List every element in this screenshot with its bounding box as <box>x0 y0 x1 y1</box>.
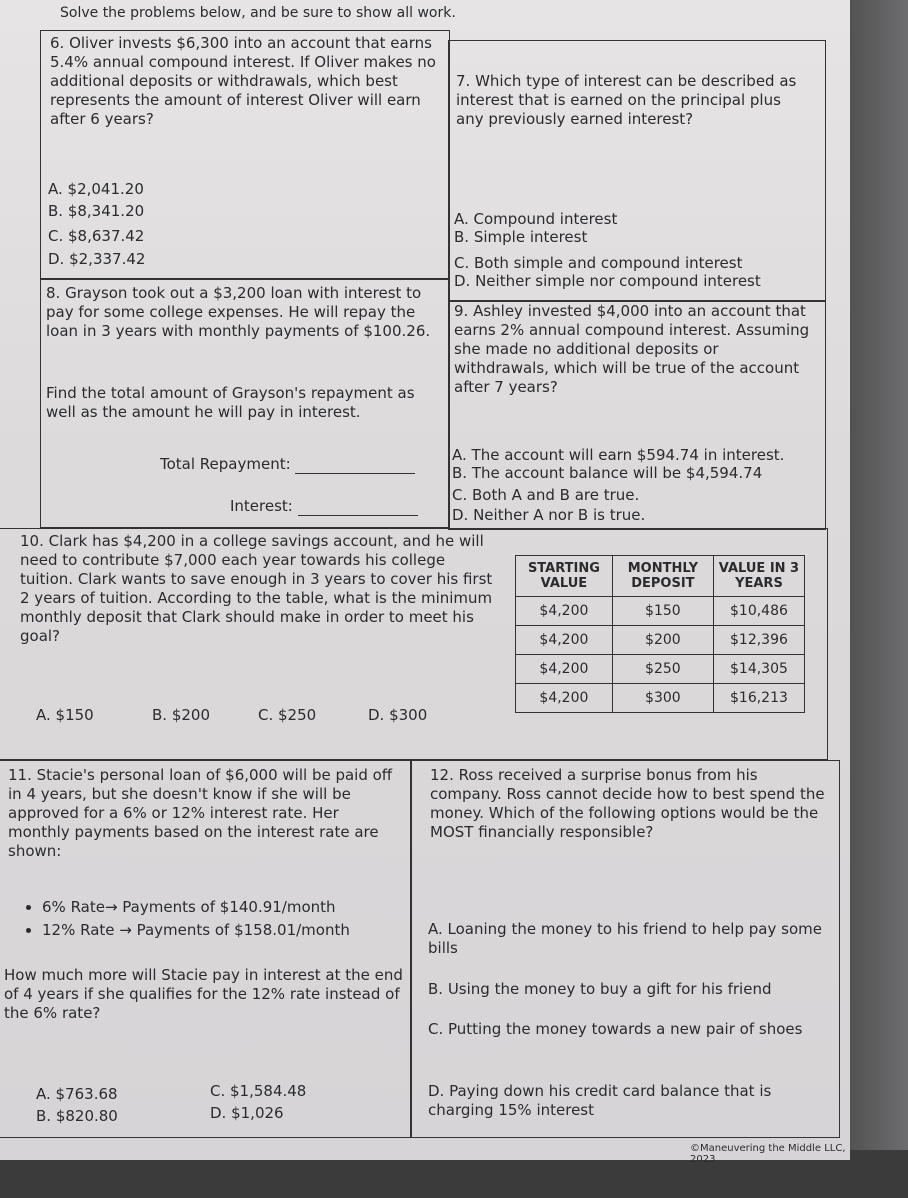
q10-option-d: D. $300 <box>368 706 428 724</box>
q8-interest-answer-line[interactable] <box>298 501 418 516</box>
table-cell: $200 <box>612 626 713 655</box>
q8-total-answer-line[interactable] <box>295 459 415 474</box>
table-row <box>516 626 805 655</box>
table-row <box>516 597 805 626</box>
q11-option-d: D. $1,026 <box>210 1104 284 1122</box>
table-cell: $4,200 <box>516 597 613 626</box>
q9-option-a: A. The account will earn $594.74 in interest. <box>452 446 785 464</box>
q7-option-d: D. Neither simple nor compound interest <box>454 272 761 290</box>
q8-total-label: Total Repayment: <box>160 455 291 473</box>
q9-text: 9. Ashley invested $4,000 into an account that earns 2% annual compound interest. Assuming she made no additional deposits or withdrawals, which will be true of the account after 7 years? <box>454 302 810 396</box>
q12-option-c: C. Putting the money towards a new pair of shoes <box>428 1020 803 1038</box>
q8-interest-label: Interest: <box>230 497 293 515</box>
q6-option-d: D. $2,337.42 <box>48 250 146 268</box>
table-header-row <box>516 556 805 597</box>
q6-option-b: B. $8,341.20 <box>48 202 145 220</box>
table-cell: $12,396 <box>713 626 804 655</box>
table-cell: $150 <box>612 597 713 626</box>
q11-option-a: A. $763.68 <box>36 1085 118 1103</box>
copyright-footer: ©Maneuvering the Middle LLC, 2023 <box>690 1143 846 1165</box>
q12-option-d: D. Paying down his credit card balance that is charging 15% interest <box>428 1082 772 1119</box>
q12-text: 12. Ross received a surprise bonus from his company. Ross cannot decide how to best spend the money. Which of the following options would be the MOST financially responsible? <box>430 766 825 841</box>
q10-text: 10. Clark has $4,200 in a college savings account, and he will need to contribute $7,000 each year towards his college tuition. Clark wants to save enough in 3 years to cover his first 2 years of tuition. According to the table, what is the minimum monthly deposit that Clark should make in order to meet his goal? <box>20 532 493 645</box>
table-header: MONTHLY DEPOSIT <box>612 556 713 597</box>
q11-text: 11. Stacie's personal loan of $6,000 will be paid off in 4 years, but she doesn't know if she will be approved for a 6% or 12% interest rate. Her monthly payments based on the interest rate are shown: <box>8 766 393 860</box>
table-cell: $14,305 <box>713 655 804 684</box>
q6-option-c: C. $8,637.42 <box>48 227 145 245</box>
q7-option-a: A. Compound interest <box>454 210 618 228</box>
q8-total-repayment <box>160 455 415 474</box>
q12-option-a: A. Loaning the money to his friend to help pay some bills <box>428 920 822 957</box>
table-header: VALUE IN 3 YEARS <box>713 556 804 597</box>
q8-interest <box>230 497 418 516</box>
table-cell: $10,486 <box>713 597 804 626</box>
table-header: STARTING VALUE <box>516 556 613 597</box>
q8-prompt: Find the total amount of Grayson's repayment as well as the amount he will pay in interest. <box>46 384 415 421</box>
q11-question: How much more will Stacie pay in interest at the end of 4 years if she qualifies for the 12% rate instead of the 6% rate? <box>4 966 403 1022</box>
q10-option-a: A. $150 <box>36 706 94 724</box>
q11-bullet-12pct: • 12% Rate → Payments of $158.01/month <box>42 921 409 940</box>
table-row <box>516 684 805 713</box>
q11-option-c: C. $1,584.48 <box>210 1082 307 1100</box>
q10-value-table <box>515 555 805 713</box>
q9-option-d: D. Neither A nor B is true. <box>452 506 646 524</box>
q10-option-b: B. $200 <box>152 706 211 724</box>
table-cell: $16,213 <box>713 684 804 713</box>
q10-option-c: C. $250 <box>258 706 317 724</box>
table-cell: $300 <box>612 684 713 713</box>
q7-text: 7. Which type of interest can be described as interest that is earned on the principal plus any previously earned interest? <box>456 72 797 128</box>
q7-option-c: C. Both simple and compound interest <box>454 254 743 272</box>
q8-text: 8. Grayson took out a $3,200 loan with interest to pay for some college expenses. He will repay the loan in 3 years with monthly payments of $100.26. <box>46 284 431 340</box>
worksheet-header: Solve the problems below, and be sure to show all work. <box>60 5 456 21</box>
table-row <box>516 655 805 684</box>
q11-option-b: B. $820.80 <box>36 1107 118 1125</box>
table-cell: $250 <box>612 655 713 684</box>
table-cell: $4,200 <box>516 684 613 713</box>
q7-option-b: B. Simple interest <box>454 228 588 246</box>
q12-option-b: B. Using the money to buy a gift for his friend <box>428 980 772 998</box>
q9-option-b: B. The account balance will be $4,594.74 <box>452 464 763 482</box>
q11-bullets <box>24 898 409 940</box>
q11-bullet-6pct: • 6% Rate→ Payments of $140.91/month <box>42 898 409 917</box>
table-cell: $4,200 <box>516 655 613 684</box>
q6-text: 6. Oliver invests $6,300 into an account that earns 5.4% annual compound interest. If Oliver makes no additional deposits or withdrawals, which best represents the amount of interest Oliver will earn after 6 years? <box>50 34 436 128</box>
table-cell: $4,200 <box>516 626 613 655</box>
q9-option-c: C. Both A and B are true. <box>452 486 640 504</box>
q6-option-a: A. $2,041.20 <box>48 180 144 198</box>
